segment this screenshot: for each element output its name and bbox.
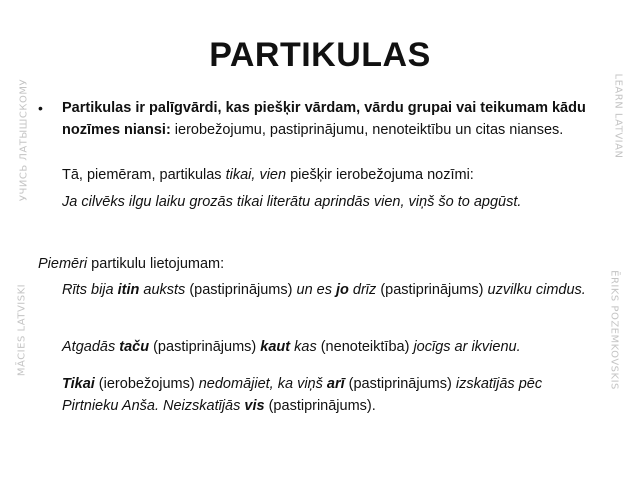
ex2-g: jocīgs ar ikvienu. xyxy=(413,339,521,355)
ex1-i: uzvilku cimdus. xyxy=(487,282,586,298)
ex1-e: un es xyxy=(296,282,336,298)
ex2-particle-tacu: taču xyxy=(119,339,150,355)
example-1 xyxy=(62,279,590,301)
ex1-particle-itin: itin xyxy=(117,282,140,298)
example-intro-line xyxy=(62,164,590,186)
bullet-marker: • xyxy=(38,100,43,116)
ex1-note-1: (pastiprinājums) xyxy=(185,282,297,298)
definition-rest: ierobežojumu, pastiprinājumu, nenoteiktību un citas nianses. xyxy=(170,122,564,138)
ex3-c: nedomājiet, ka viņš xyxy=(198,376,327,392)
side-label-top-left: УЧИСЬ ЛАТЫШСКОМУ xyxy=(18,78,30,202)
intro-text: Tā, piemēram, partikulas xyxy=(62,167,226,183)
examples-heading xyxy=(38,253,588,275)
ex2-e: kas xyxy=(290,339,317,355)
ex3-note-1: (ierobežojums) xyxy=(94,376,199,392)
ex2-note-1: (pastiprinājums) xyxy=(149,339,261,355)
ex1-a: Rīts bija xyxy=(62,282,118,298)
ex3-particle-vis: vis xyxy=(244,398,265,414)
ex1-g: drīz xyxy=(348,282,377,298)
intro-text-end: piešķir ierobežojuma nozīmi: xyxy=(286,167,474,183)
word-vien: vien xyxy=(259,167,287,183)
ex1-particle-jo: jo xyxy=(336,282,349,298)
word-tikai: tikai, xyxy=(225,167,256,183)
side-label-top-right: LEARN LATVIAN xyxy=(612,73,624,159)
examples-heading-rest: partikulu lietojumam: xyxy=(87,256,225,272)
side-label-bottom-right: ĒRIKS POZEMKOVSKIS xyxy=(608,270,620,390)
bullet-definition xyxy=(62,97,590,141)
example-3 xyxy=(62,373,590,417)
ex3-note-3: (pastiprinājums). xyxy=(264,398,376,414)
ex1-c: auksts xyxy=(139,282,186,298)
ex3-particle-ari: arī xyxy=(326,376,345,392)
ex3-particle-tikai: Tikai xyxy=(62,376,95,392)
example-sentence: Ja cilvēks ilgu laiku grozās tikai literātu aprindās vien, viņš šo to apgūst. xyxy=(62,194,522,210)
definition-bold: Partikulas ir palīgvārdi, kas piešķir vārdam, vārdu grupai vai teikumam kādu nozīmes niansi: xyxy=(62,100,586,138)
ex2-note-2: (nenoteiktība) xyxy=(316,339,414,355)
example-2 xyxy=(62,336,590,358)
ex3-note-2: (pastiprinājums) xyxy=(344,376,456,392)
examples-heading-italic: Piemēri xyxy=(38,256,88,272)
side-label-bottom-left: MĀCIES LATVISKI xyxy=(16,283,28,377)
slide-title: PARTIKULAS xyxy=(209,36,431,74)
ex2-particle-kaut: kaut xyxy=(260,339,291,355)
ex2-a: Atgadās xyxy=(62,339,120,355)
ex1-note-2: (pastiprinājums) xyxy=(376,282,488,298)
ex3-f: izskatījās pēc Pirtnieku Anša. Neizskatījās xyxy=(62,376,543,414)
